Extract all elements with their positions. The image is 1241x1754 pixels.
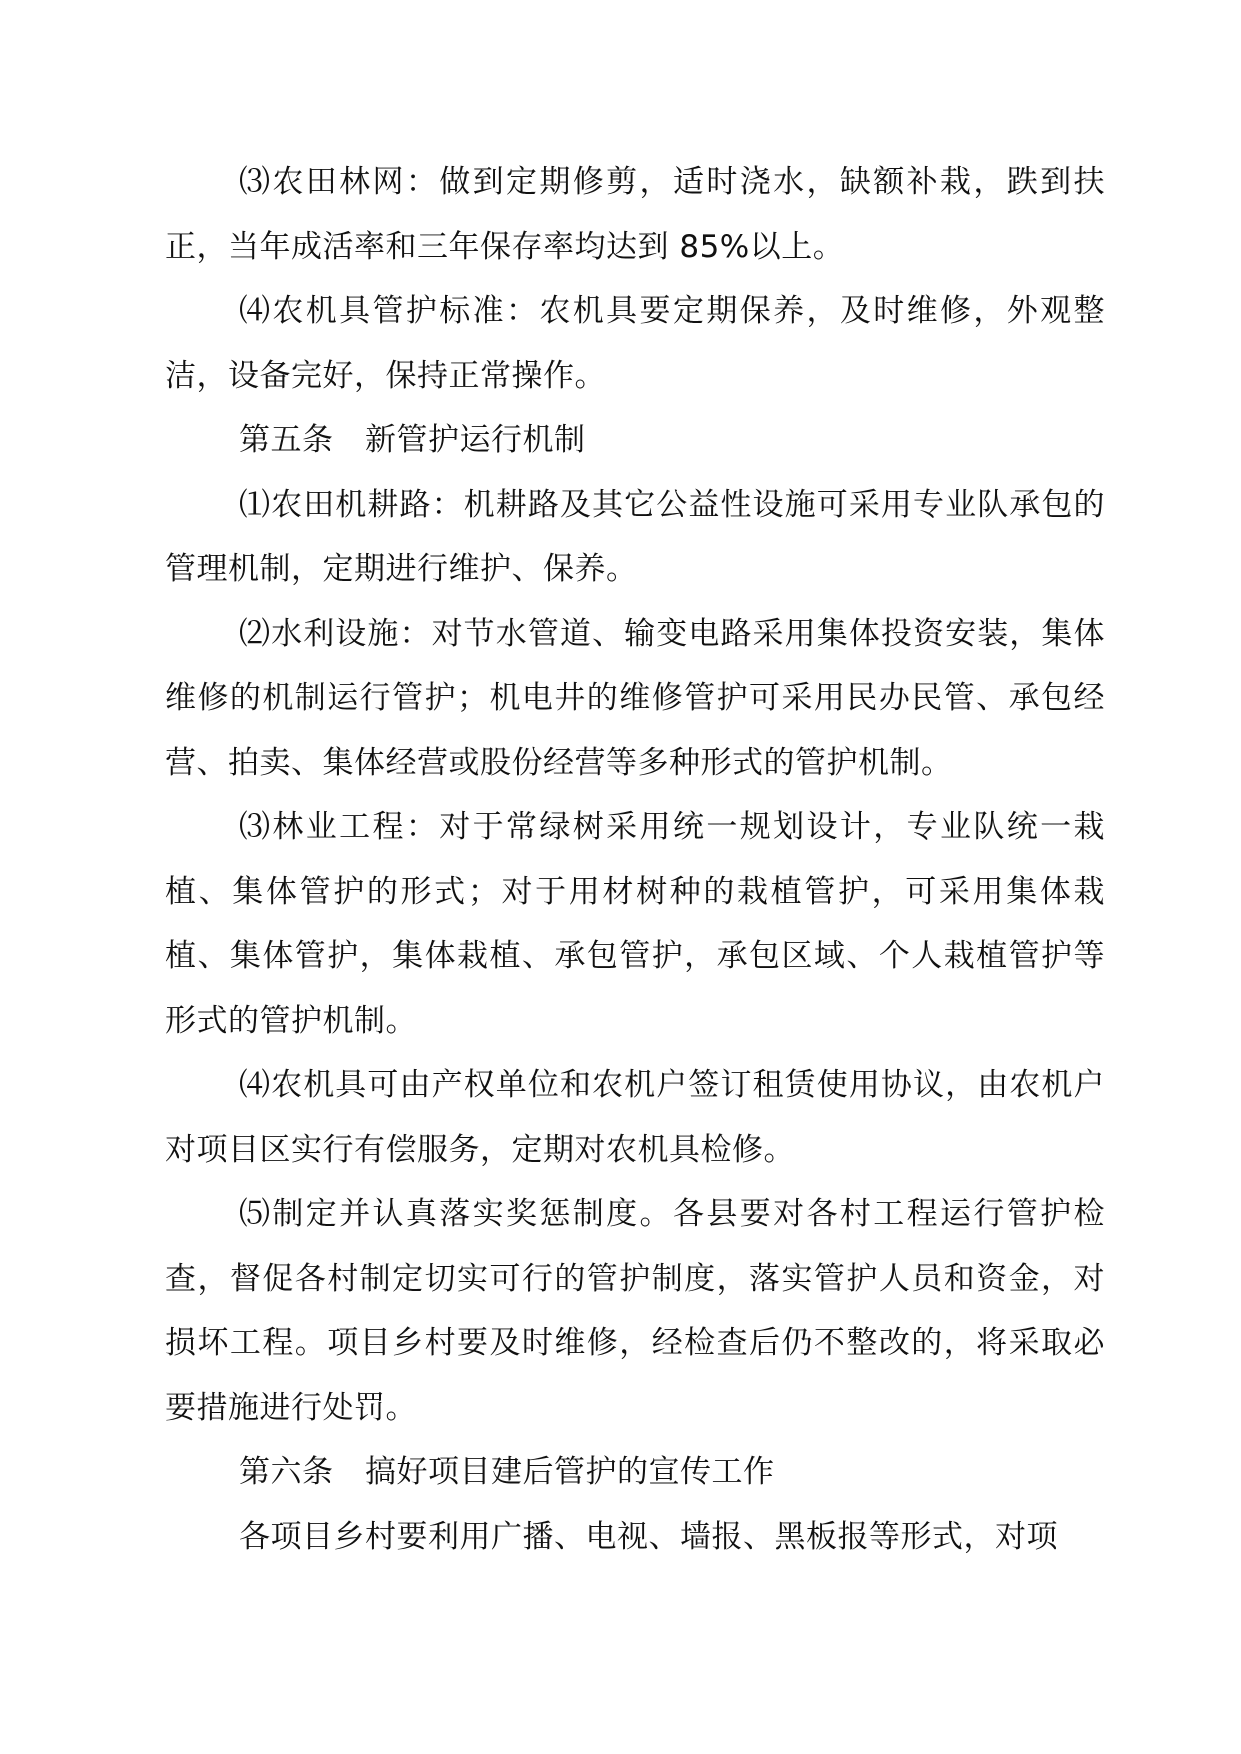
paragraph-water-facilities: ⑵水利设施：对节水管道、输变电路采用集体投资安装，集体维修的机制运行管护；机电井的维修管护可采用民办民管、承包经营、拍卖、集体经营或股份经营等多种形式的管护机制。 [165, 615, 1105, 781]
paragraph-forestry-engineering: ⑶林业工程：对于常绿树采用统一规划设计，专业队统一栽植、集体管护的形式；对于用材树种的栽植管护，可采用集体栽植、集体管护，集体栽植、承包管护，承包区域、个人栽植管护等形式的管护机制。 [165, 809, 1105, 1039]
paragraph-machinery-lease: ⑷农机具可由产权单位和农机户签订租赁使用协议，由农机户对项目区实行有偿服务，定期对农机具检修。 [165, 1067, 1105, 1168]
paragraph-machine-roads: ⑴农田机耕路：机耕路及其它公益性设施可采用专业队承包的管理机制，定期进行维护、保养。 [165, 486, 1105, 587]
paragraph-reward-punishment: ⑸制定并认真落实奖惩制度。各县要对各村工程运行管护检查，督促各村制定切实可行的管护制度，落实管护人员和资金，对损坏工程。项目乡村要及时维修，经检查后仍不整改的，将采取必要措施进行处罚。 [165, 1196, 1105, 1426]
paragraph-publicity: 各项目乡村要利用广播、电视、墙报、黑板报等形式，对项 [239, 1518, 1058, 1555]
paragraph-farm-machinery-standard: ⑷农机具管护标准：农机具要定期保养，及时维修，外观整洁，设备完好，保持正常操作。 [165, 293, 1105, 394]
article-heading-6: 第六条 搞好项目建后管护的宣传工作 [239, 1454, 775, 1490]
paragraph-farmland-forest-network: ⑶农田林网：做到定期修剪，适时浇水，缺额补栽，跌到扶正，当年成活率和三年保存率均达到 85%以上。 [165, 164, 1105, 265]
document-page [165, 150, 1105, 1569]
article-heading-5: 第五条 新管护运行机制 [239, 422, 586, 458]
